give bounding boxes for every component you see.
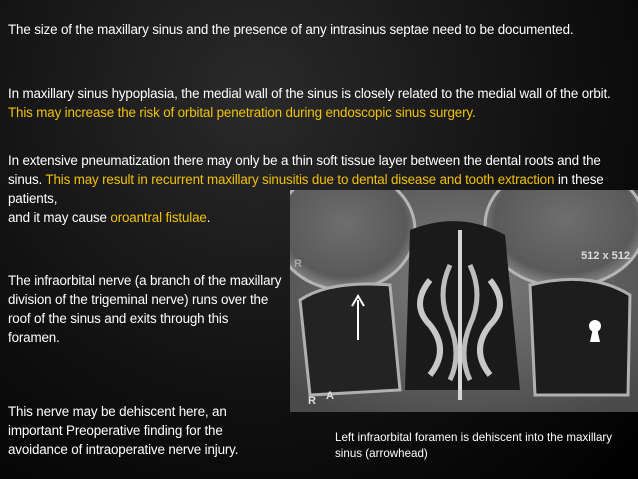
image-orientation-r: R <box>308 395 316 407</box>
paragraph-nerve-dehiscent <box>8 402 283 459</box>
caption-text: Left infraorbital foramen is dehiscent into the maxillary sinus (arrowhead) <box>335 431 613 460</box>
paragraph3-highlight2: oroantral fistulae <box>110 210 207 225</box>
paragraph-sinus-size <box>8 20 628 39</box>
paragraph3-highlight1: This may result in recurrent maxillary sinusitis due to dental disease and tooth extraction <box>45 172 555 187</box>
paragraph3-text4: . <box>206 210 211 225</box>
paragraph3-text1: In extensive pneumatization there may only be a thin soft tissue layer between the dental roots and the sinus. <box>8 153 601 187</box>
paragraph3-text2: in these patients, <box>8 172 604 206</box>
paragraph5-text: This nerve may be dehiscent here, an important Preoperative finding for the avoidance of intraoperative nerve injury. <box>8 404 239 457</box>
paragraph1-text: The size of the maxillary sinus and the presence of any intrasinus septae need to be documented. <box>8 22 574 37</box>
image-size-label: 512 x 512 <box>581 250 630 262</box>
paragraph4-text: The infraorbital nerve (a branch of the maxillary division of the trigeminal nerve) runs over the roof of the sinus and exits through this foramen. <box>8 273 282 345</box>
paragraph3-text3: and it may cause <box>8 210 111 225</box>
paragraph2-highlight: This may increase the risk of orbital penetration during endoscopic sinus surgery. <box>8 105 476 120</box>
paragraph2-text: In maxillary sinus hypoplasia, the medial wall of the sinus is closely related to the medial wall of the orbit. <box>8 86 611 101</box>
paragraph-hypoplasia <box>8 84 633 122</box>
paragraph-infraorbital-nerve <box>8 271 283 347</box>
paragraph-pneumatization <box>8 151 633 227</box>
image-orientation-a: A <box>326 390 334 402</box>
image-orientation-r-top: R <box>294 258 302 270</box>
image-caption <box>335 430 635 462</box>
